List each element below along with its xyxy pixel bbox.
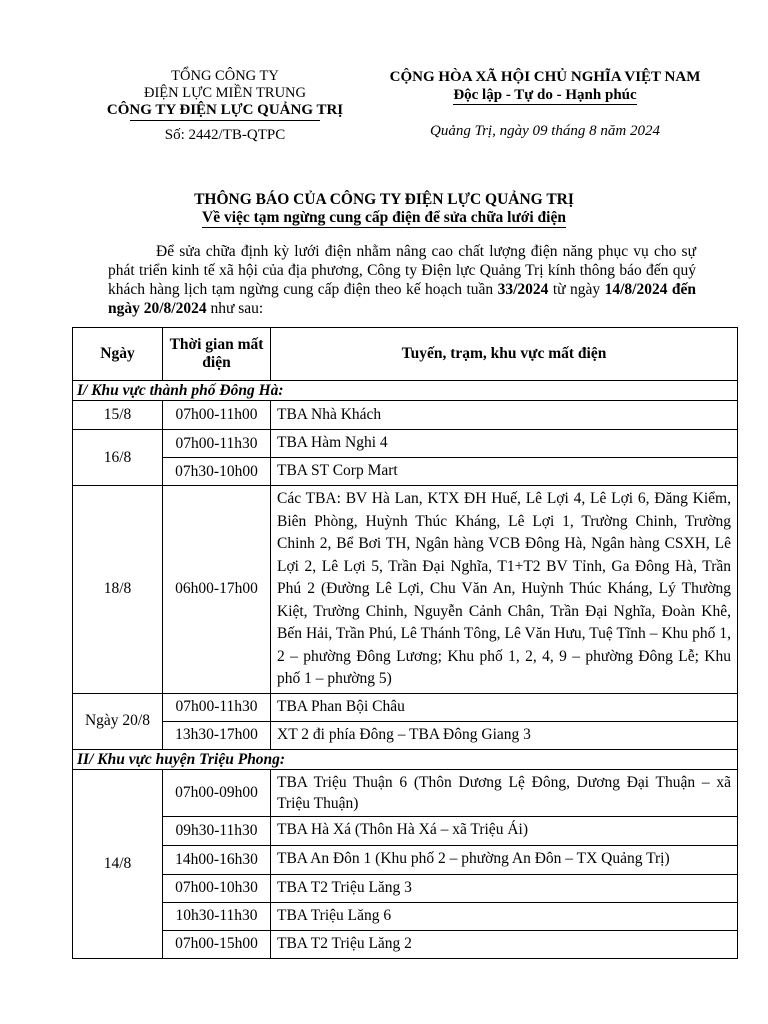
- table-row: [73, 401, 738, 430]
- intro-end: như sau:: [206, 300, 264, 317]
- parent-company-line2: ĐIỆN LỰC MIỀN TRUNG: [143, 85, 306, 101]
- document-title: [60, 191, 708, 228]
- section-row: [73, 381, 738, 401]
- row-area: TBA Hàm Nghi 4: [271, 430, 738, 458]
- table-row: [73, 816, 738, 845]
- company-underline: [130, 120, 320, 121]
- table-row: [73, 769, 738, 816]
- row-time: 10h30-11h30: [163, 902, 271, 930]
- table-row: [73, 874, 738, 902]
- row-area: TBA Triệu Lăng 6: [271, 902, 738, 930]
- row-time: 07h00-15h00: [163, 930, 271, 958]
- table-row: [73, 930, 738, 958]
- document-number: Số: 2442/TB-QTPC: [164, 127, 286, 143]
- row-area: TBA Nhà Khách: [271, 401, 738, 430]
- row-time: 13h30-17h00: [163, 721, 271, 749]
- national-title: CỘNG HÒA XÃ HỘI CHỦ NGHĨA VIỆT NAM: [389, 69, 701, 85]
- national-header: [370, 68, 720, 140]
- intro-paragraph: [108, 242, 696, 318]
- national-motto: Độc lập - Tự do - Hạnh phúc: [453, 87, 637, 103]
- title-main: THÔNG BÁO CỦA CÔNG TY ĐIỆN LỰC QUẢNG TRỊ: [194, 191, 574, 208]
- row-day: 15/8: [73, 401, 163, 430]
- row-day: 14/8: [73, 769, 163, 958]
- table-row: [73, 902, 738, 930]
- header-time: Thời gian mất điện: [163, 328, 271, 381]
- header-area: Tuyến, trạm, khu vực mất điện: [271, 328, 738, 381]
- row-area: TBA T2 Triệu Lăng 3: [271, 874, 738, 902]
- intro-from: từ ngày: [548, 281, 605, 298]
- table-row: [73, 458, 738, 486]
- row-time: 07h00-09h00: [163, 769, 271, 816]
- section-row: [73, 749, 738, 769]
- table-row: [73, 430, 738, 458]
- company-name: CÔNG TY ĐIỆN LỰC QUẢNG TRỊ: [106, 102, 344, 118]
- intro-date-range: 14/8/2024 đến ngày 20/8/2024: [108, 281, 696, 317]
- row-day: 18/8: [73, 486, 163, 694]
- row-day: Ngày 20/8: [73, 693, 163, 749]
- intro-text: Để sửa chữa định kỳ lưới điện nhằm nâng cao chất lượng điện năng phục vụ cho sự phát triển kinh tế xã hội của địa phương, Công ty Điện lực Quảng Trị kính thông báo đến quý khách hàng lịch tạm ngừng cung cấp điện theo kế hoạch tuần: [108, 243, 696, 298]
- title-subject: Về việc tạm ngừng cung cấp điện để sửa chữa lưới điện: [202, 209, 566, 226]
- outage-schedule-table: [72, 327, 738, 959]
- organization-header: [80, 68, 370, 144]
- row-day: 16/8: [73, 430, 163, 486]
- section-title: I/ Khu vực thành phố Đông Hà:: [73, 381, 738, 401]
- row-time: 07h30-10h00: [163, 458, 271, 486]
- row-time: 07h00-11h00: [163, 401, 271, 430]
- row-area: TBA Triệu Thuận 6 (Thôn Dương Lệ Đông, Dương Đại Thuận – xã Triệu Thuận): [271, 769, 738, 816]
- section-title: II/ Khu vực huyện Triệu Phong:: [73, 749, 738, 769]
- row-time: 14h00-16h30: [163, 845, 271, 874]
- row-time: 07h00-10h30: [163, 874, 271, 902]
- table-header-row: [73, 328, 738, 381]
- row-time: 09h30-11h30: [163, 816, 271, 845]
- parent-company-line1: TỔNG CÔNG TY: [171, 68, 279, 84]
- table-row: [73, 721, 738, 749]
- row-time: 07h00-11h30: [163, 430, 271, 458]
- table-row: [73, 486, 738, 694]
- row-area: TBA Phan Bội Châu: [271, 693, 738, 721]
- row-area: TBA An Đôn 1 (Khu phố 2 – phường An Đôn – TX Quảng Trị): [271, 845, 738, 874]
- row-area: TBA ST Corp Mart: [271, 458, 738, 486]
- row-area: TBA Hà Xá (Thôn Hà Xá – xã Triệu Ái): [271, 816, 738, 845]
- table-row: [73, 845, 738, 874]
- row-time: 07h00-11h30: [163, 693, 271, 721]
- table-row: [73, 693, 738, 721]
- intro-week: 33/2024: [497, 281, 549, 298]
- row-area: TBA T2 Triệu Lăng 2: [271, 930, 738, 958]
- row-area: Các TBA: BV Hà Lan, KTX ĐH Huế, Lê Lợi 4, Lê Lợi 6, Đăng Kiểm, Biên Phòng, Huỳnh Thúc Kháng, Lê Lợi 1, Trường Chinh, Trường Chinh 2, Bể Bơi TH, Ngân hàng VCB Đông Hà, Ngân hàng CSXH, Lê Lợi 2, Lê Lợi 5, Trần Đại Nghĩa, T1+T2 BV Tỉnh, Ga Đông Hà, Trần Phú 2 (Đường Lê Lợi, Chu Văn An, Huỳnh Thúc Kháng, Lý Thường Kiệt, Trường Chinh, Nguyễn Cảnh Chân, Trần Đại Nghĩa, Đoàn Khê, Bến Hải, Trần Phú, Lê Thánh Tông, Lê Văn Hưu, Tuệ Tĩnh – Khu phố 1, 2 – phường Đông Lương; Khu phố 1, 2, 4, 9 – phường Đông Lễ; Khu phố 1 – phường 5): [271, 486, 738, 694]
- row-time: 06h00-17h00: [163, 486, 271, 694]
- document-date: Quảng Trị, ngày 09 tháng 8 năm 2024: [429, 123, 660, 139]
- row-area: XT 2 đi phía Đông – TBA Đông Giang 3: [271, 721, 738, 749]
- header-day: Ngày: [73, 328, 163, 381]
